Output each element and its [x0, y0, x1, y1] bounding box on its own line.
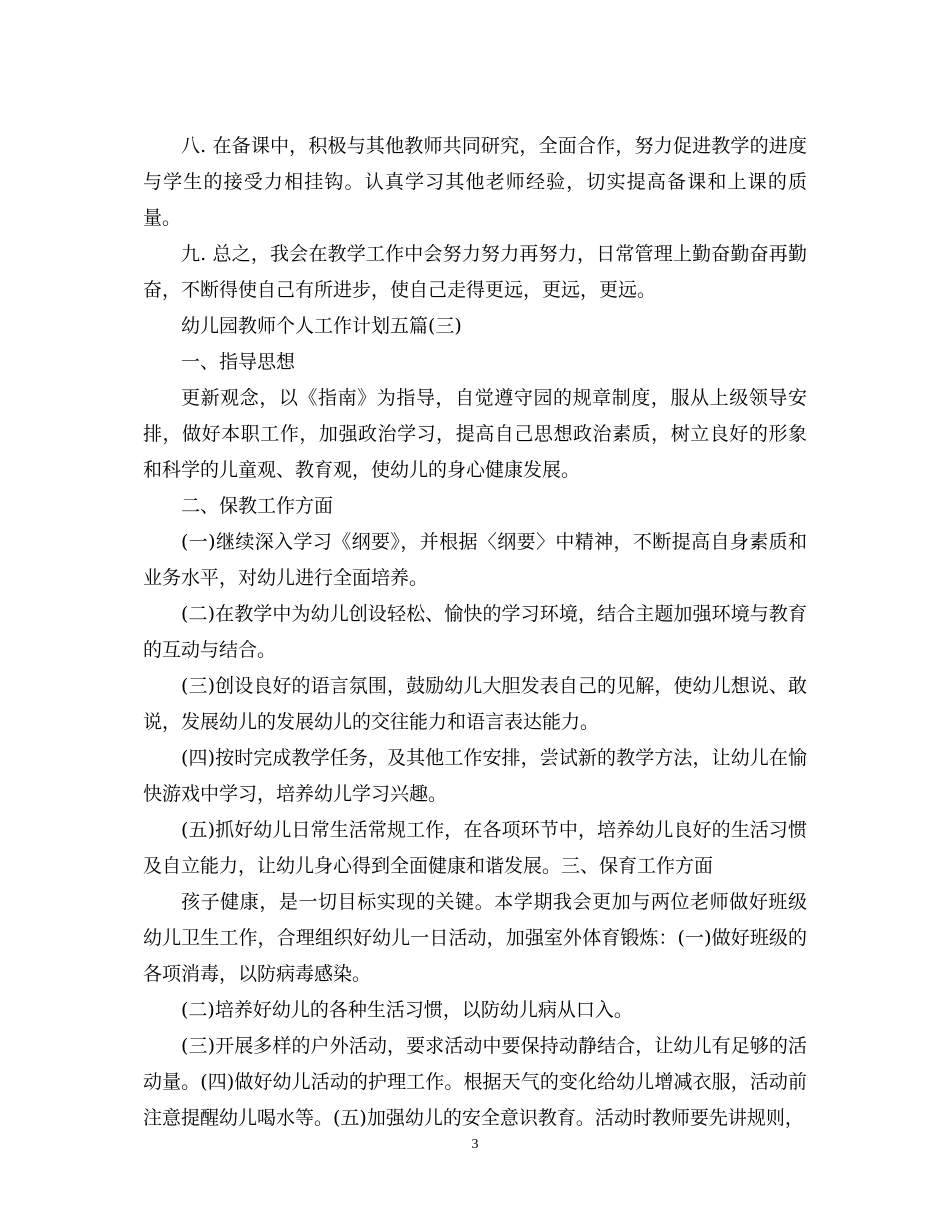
paragraph-guiding-ideology: 更新观念，以《指南》为指导，自觉遵守园的规章制度，服从上级领导安排，做好本职工作，加强政治学习，提高自己思想政治素质，树立良好的形象和科学的儿童观、教育观，使幼儿的身心健康发展。 — [143, 387, 807, 481]
paragraph-education-3: (三)创设良好的语言氛围，鼓励幼儿大胆发表自己的见解，使幼儿想说、敢说，发展幼儿的发展幼儿的交往能力和语言表达能力。 — [143, 675, 807, 733]
heading-education-work: 二、保教工作方面 — [181, 495, 334, 517]
heading-guiding-ideology: 一、指导思想 — [181, 351, 296, 373]
paragraph-item-9-summary: 九. 总之，我会在教学工作中会努力努力再努力，日常管理上勤奋勤奋再勤奋，不断得使自己有所进步，使自己走得更远，更远，更远。 — [143, 243, 807, 301]
paragraph-education-4: (四)按时完成教学任务，及其他工作安排，尝试新的教学方法，让幼儿在愉快游戏中学习，培养幼儿学习兴趣。 — [143, 747, 807, 805]
paragraph-item-8: 八. 在备课中，积极与其他教师共同研究，全面合作，努力促进教学的进度与学生的接受力相挂钩。认真学习其他老师经验，切实提高备课和上课的质量。 — [143, 135, 807, 229]
paragraph-care-2: (二)培养好幼儿的各种生活习惯，以防幼儿病从口入。 — [181, 999, 633, 1021]
section-title: 幼儿园教师个人工作计划五篇(三) — [181, 315, 462, 337]
document-body — [143, 128, 807, 1136]
paragraph-care-3: (三)开展多样的户外活动，要求活动中要保持动静结合，让幼儿有足够的活动量。(四)做好幼儿活动的护理工作。根据天气的变化给幼儿增减衣服，活动前注意提醒幼儿喝水等。(五)加强幼儿的安全意识教育。活动时教师要先讲规则， — [143, 1035, 807, 1129]
paragraph-care-intro: 孩子健康，是一切目标实现的关键。本学期我会更加与两位老师做好班级幼儿卫生工作，合理组织好幼儿一日活动，加强室外体育锻炼：(一)做好班级的各项消毒，以防病毒感染。 — [143, 891, 807, 985]
paragraph-education-5: (五)抓好幼儿日常生活常规工作，在各项环节中，培养幼儿良好的生活习惯及自立能力，让幼儿身心得到全面健康和谐发展。三、保育工作方面 — [143, 819, 807, 877]
page-number: 3 — [471, 1137, 479, 1152]
paragraph-education-1: (一)继续深入学习《纲要》，并根据〈纲要〉中精神，不断提高自身素质和业务水平，对幼儿进行全面培养。 — [143, 531, 807, 589]
paragraph-education-2: (二)在教学中为幼儿创设轻松、愉快的学习环境，结合主题加强环境与教育的互动与结合。 — [143, 603, 807, 661]
